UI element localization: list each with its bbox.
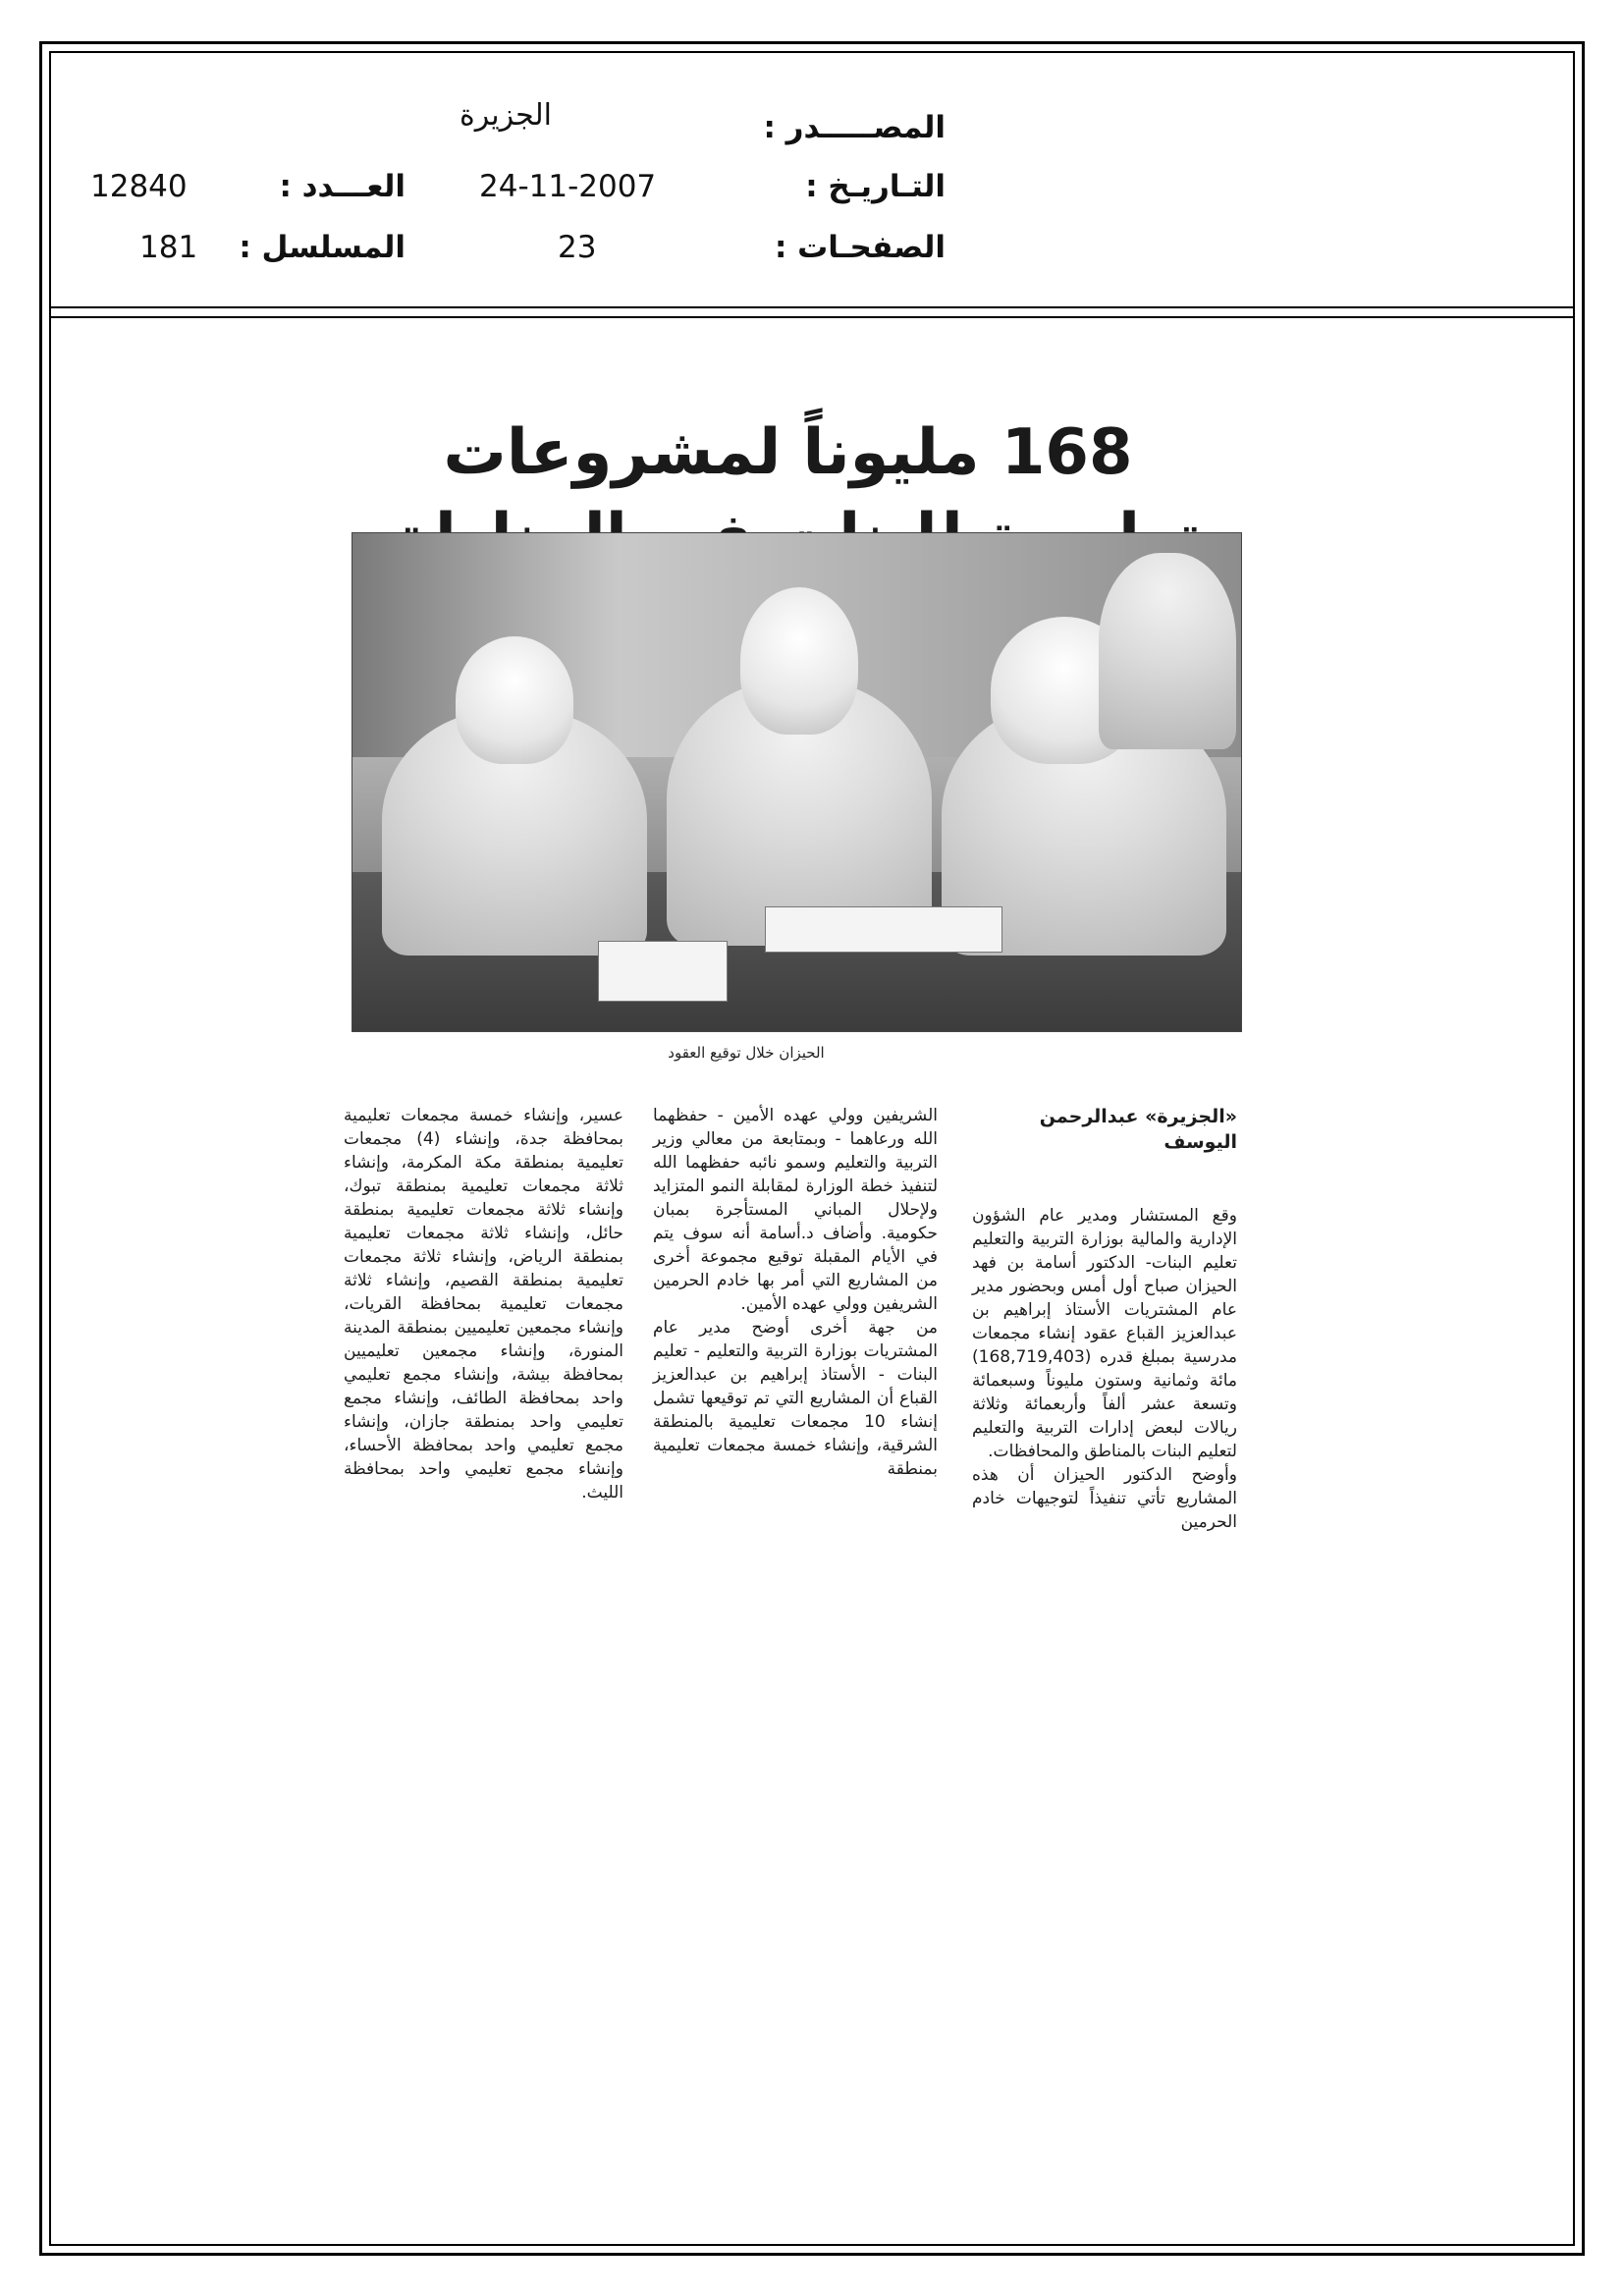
article-column-middle-text: الشريفين وولي عهده الأمين - حفظهما الله ورعاهما - وبمتابعة من معالي وزير التربية والتعليم وسمو نائبه حفظهما الله لتنفيذ خطة الوزارة لمقابلة النمو المتزايد ولإحلال المباني المستأجرة بمبان حكومية. وأضاف د.أسامة أنه سوف يتم في الأيام المقبلة توقيع مجموعة أخرى من المشاريع التي أمر بها خادم الحرمين الشريفين وولي عهده الأمين. من جهة أخرى أوضح مدير عام المشتريات بوزارة التربية والتعليم - تعليم البنات - الأستاذ إبراهيم بن عبدالعزيز القباع أن المشاريع التي تم توقيعها تشمل إنشاء 10 مجمعات تعليمية بالمنطقة الشرقية، وإنشاء خمسة مجمعات تعليمية بمنطقة	[653, 1106, 938, 1479]
article-column-middle	[653, 1080, 938, 1481]
article-column-right-text: وقع المستشار ومدير عام الشؤون الإدارية والمالية بوزارة التربية والتعليم تعليم البنات- الدكتور أسامة بن فهد الحيزان صباح أول أمس وبحضور مدير عام المشتريات الأستاذ إبراهيم بن عبدالعزيز القباع عقود إنشاء مجمعات مدرسية بمبلغ قدره (168,719,403) مائة وثمانية وستون مليوناً وسبعمائة وتسعة عشر ألفاً وأربعمائة وثلاثة ريالات لبعض إدارات التربية والتعليم لتعليم البنات بالمناطق والمحافظات. وأوضح الدكتور الحيزان أن هذه المشاريع تأتي تنفيذاً لتوجيهات خادم الحرمين	[972, 1206, 1237, 1532]
article-photo	[352, 532, 1242, 1032]
pages-value: 23	[558, 230, 597, 265]
header-divider-inner	[49, 316, 1575, 318]
article-column-left	[344, 1080, 623, 1504]
photo-caption: الحيزان خلال توقيع العقود	[668, 1044, 825, 1062]
header-divider	[49, 306, 1575, 308]
article-headline: 168 مليوناً لمشروعات	[443, 416, 1133, 489]
source-label: المصـــــدر :	[763, 110, 946, 145]
date-value: 24-11-2007	[479, 169, 657, 204]
source-value: الجزيرة	[460, 98, 553, 133]
serial-label: المسلسل :	[239, 230, 406, 265]
pages-label: الصفحـات :	[774, 230, 946, 265]
date-label: التـاريـخ :	[805, 169, 946, 204]
issue-value: 12840	[90, 169, 188, 204]
photo-person-standing	[1099, 553, 1236, 749]
photo-document	[598, 941, 728, 1002]
issue-label: العـــدد :	[279, 169, 406, 204]
article-column-right	[972, 1080, 1237, 1534]
article-column-left-text: عسير، وإنشاء خمسة مجمعات تعليمية بمحافظة جدة، وإنشاء (4) مجمعات تعليمية بمنطقة مكة المكرمة، وإنشاء ثلاثة مجمعات تعليمية بمنطقة تبوك، وإنشاء ثلاثة مجمعات تعليمية بمنطقة حائل، وإنشاء ثلاثة مجمعات تعليمية بمنطقة الرياض، وإنشاء ثلاثة مجمعات تعليمية بمنطقة القصيم، وإنشاء ثلاثة مجمعات تعليمية بمحافظة القريات، وإنشاء مجمعين تعليميين بمنطقة المدينة المنورة، وإنشاء مجمعين تعليميين بمحافظة بيشة، وإنشاء مجمع تعليمي واحد بمحافظة الطائف، وإنشاء مجمع تعليمي واحد بمنطقة جازان، وإنشاء مجمع تعليمي واحد بمحافظة الأحساء، وإنشاء مجمع تعليمي واحد بمحافظة الليث.	[344, 1106, 623, 1503]
photo-document-2	[765, 906, 1002, 953]
serial-value: 181	[139, 230, 198, 265]
article-byline: «الجزيرة» عبدالرحمن اليوسف	[1039, 1106, 1237, 1153]
photo-head-center	[740, 587, 858, 735]
photo-head-left	[456, 636, 573, 764]
